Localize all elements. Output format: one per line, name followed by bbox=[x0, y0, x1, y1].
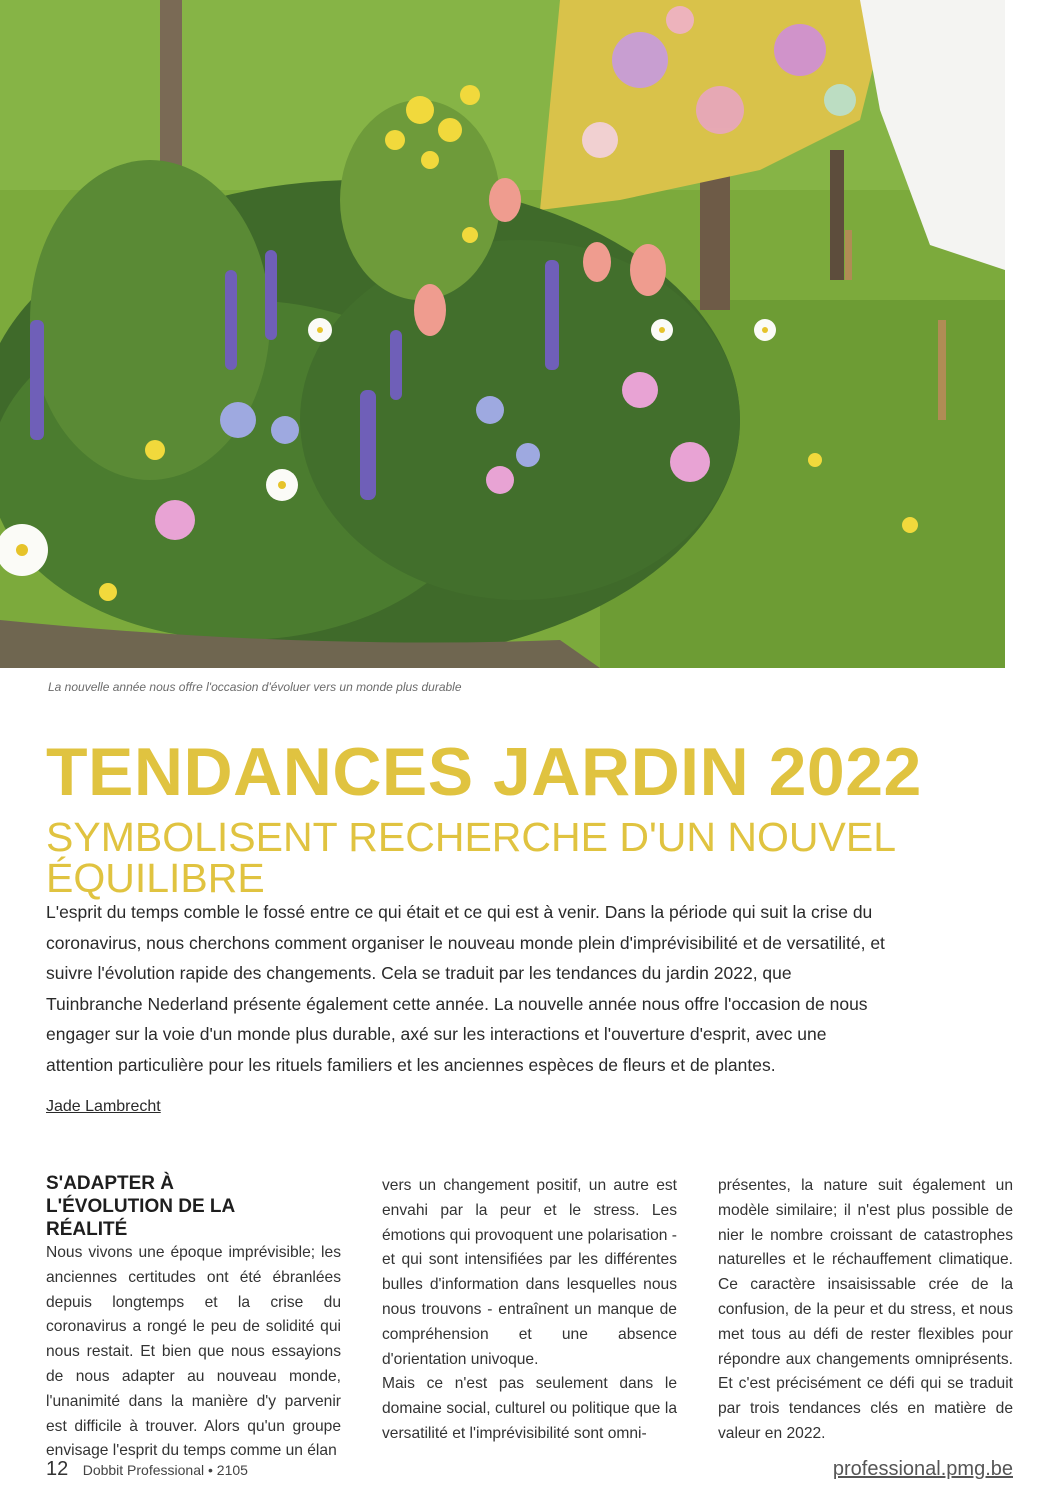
column-2-paragraph-2: Mais ce n'est pas seulement dans le domaine social, culturel ou politique que la versatilité et l'imprévisibilité sont omni- bbox=[382, 1375, 677, 1442]
article-subtitle: SYMBOLISENT RECHERCHE D'UN NOUVEL ÉQUILIBRE bbox=[46, 814, 895, 901]
garden-photo bbox=[0, 0, 1005, 668]
photo-caption: La nouvelle année nous offre l'occasion d'évoluer vers un monde plus durable bbox=[48, 680, 462, 694]
page-footer bbox=[46, 1458, 248, 1481]
garden-illustration bbox=[0, 0, 1005, 668]
publication-name: Dobbit Professional • 2105 bbox=[82, 1462, 248, 1478]
page-number: 12 bbox=[46, 1458, 69, 1480]
article-title: TENDANCES JARDIN 2022 bbox=[46, 734, 922, 810]
column-3-text: présentes, la nature suit également un modèle similaire; il n'est plus possible de nier le nombre croissant de catastrophes naturelles et le réchauffement climatique. Ce caractère insaisissable crée de la confusion, de la peur et du stress, et nous met tous au défi de rester flexibles pour répondre aux changements omniprésents. Et c'est précisément ce défi qui se traduit par trois tendances clés en matière de valeur en 2022. bbox=[718, 1177, 1013, 1442]
column-2-paragraph-1: vers un changement positif, un autre est envahi par la peur et le stress. Les émotions qui provoquent une polarisation - et qui sont intensifiées par les différentes bulles d'information dans lesquelles nous nous trouvons - entraînent un manque de compréhension et une absence d'orientation univoque. bbox=[382, 1177, 677, 1368]
article-column-1 bbox=[46, 1172, 341, 1464]
author-link[interactable]: Jade Lambrecht bbox=[46, 1098, 161, 1115]
section-heading: S'ADAPTER À L'ÉVOLUTION DE LA RÉALITÉ bbox=[46, 1173, 235, 1240]
column-1-text: Nous vivons une époque imprévisible; les anciennes certitudes ont été ébranlées depuis longtemps et la crise du coronavirus a rongé le peu de solidité qui nous restait. Et bien que nous essayions de nous adapter au nouveau monde, l'unanimité dans la manière d'y parvenir est difficile à trouver. Alors qu'un groupe envisage l'esprit du temps comme un élan bbox=[46, 1244, 341, 1460]
article-intro: L'esprit du temps comble le fossé entre ce qui était et ce qui est à venir. Dans la période qui suit la crise du coronavirus, nous cherchons comment organiser le nouveau monde plein d'imprévisibilité et de versatilité, et suivre l'évolution rapide des changements. Cela se traduit par les tendances du jardin 2022, que Tuinbranche Nederland présente également cette année. La nouvelle année nous offre l'occasion de nous engager sur la voie d'un monde plus durable, axé sur les interactions et l'ouverture d'esprit, avec une attention particulière pour les rituels familiers et les anciennes espèces de fleurs et de plantes. bbox=[46, 902, 885, 1075]
website-link[interactable]: professional.pmg.be bbox=[832, 1458, 1013, 1480]
article-column-3 bbox=[718, 1174, 1013, 1447]
article-column-2 bbox=[382, 1174, 677, 1447]
